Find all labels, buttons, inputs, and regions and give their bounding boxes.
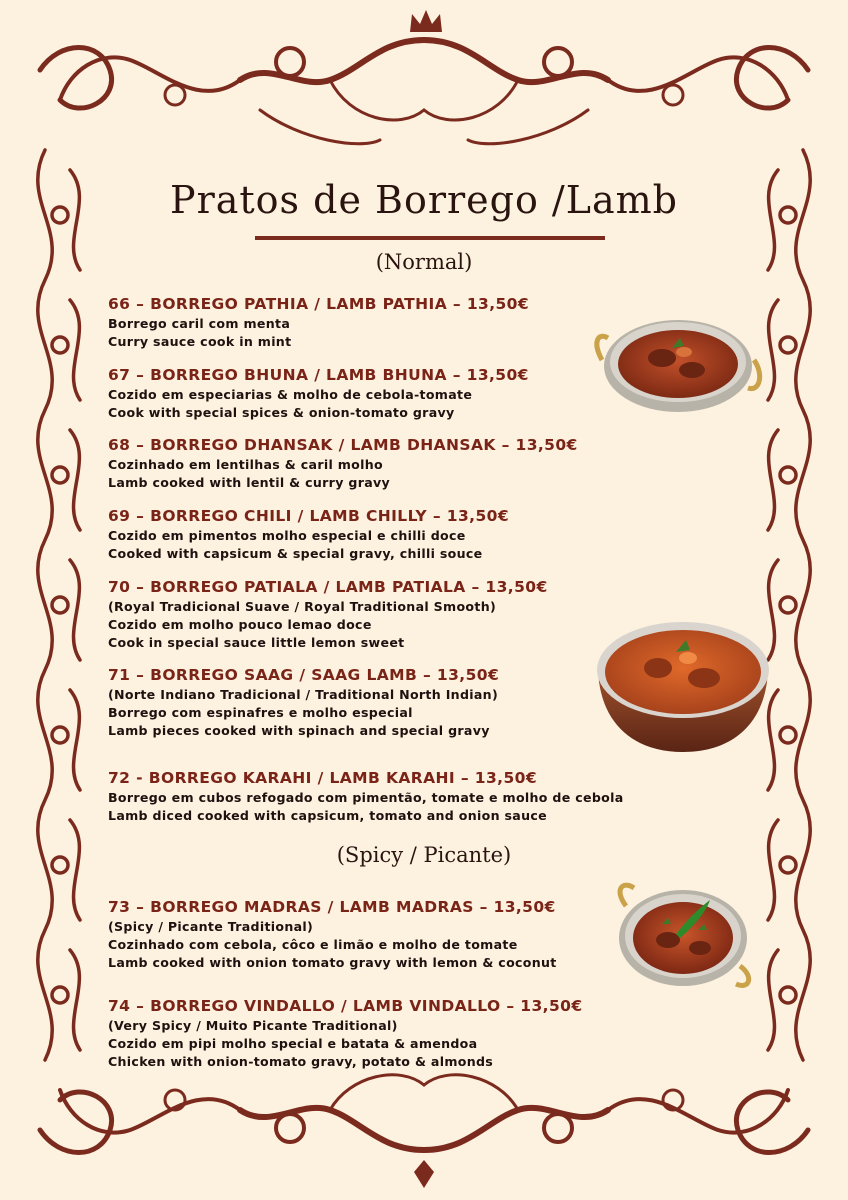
madras-curry-bowl-icon	[612, 876, 754, 992]
menu-item-73	[108, 897, 668, 972]
menu-item-note: (Spicy / Picante Traditional)	[108, 919, 314, 934]
menu-item-desc-pt: Cozinhado com cebola, côco e limão e molho de tomate	[108, 937, 518, 952]
lamb-curry-bowl-icon	[592, 312, 764, 422]
menu-item-desc-en: Cook in special sauce little lemon sweet	[108, 635, 405, 650]
page-title: Pratos de Borrego /Lamb	[170, 178, 678, 222]
menu-item-title: 72 - BORREGO KARAHI / LAMB KARAHI – 13,50€	[108, 769, 538, 787]
menu-item-desc-pt: Cozido em pimentos molho especial e chilli doce	[108, 528, 466, 543]
menu-item-desc-en: Lamb cooked with lentil & curry gravy	[108, 475, 391, 490]
menu-item-desc-en: Cook with special spices & onion-tomato gravy	[108, 405, 455, 420]
menu-item-desc-en: Lamb diced cooked with capsicum, tomato and onion sauce	[108, 808, 547, 823]
menu-item-70	[108, 577, 668, 652]
menu-item-title: 68 – BORREGO DHANSAK / LAMB DHANSAK – 13,50€	[108, 436, 578, 454]
menu-item-title: 67 – BORREGO BHUNA / LAMB BHUNA – 13,50€	[108, 366, 529, 384]
menu-item-71	[108, 665, 668, 740]
menu-item-desc-en: Chicken with onion-tomato gravy, potato & almonds	[108, 1054, 494, 1069]
menu-item-title: 70 – BORREGO PATIALA / LAMB PATIALA – 13,50€	[108, 578, 548, 596]
menu-item-desc-en: Lamb pieces cooked with spinach and special gravy	[108, 723, 490, 738]
menu-item-title: 73 – BORREGO MADRAS / LAMB MADRAS – 13,50€	[108, 898, 556, 916]
menu-item-67	[108, 365, 668, 422]
menu-item-desc-pt: Borrego com espinafres e molho especial	[108, 705, 413, 720]
menu-item-title: 66 – BORREGO PATHIA / LAMB PATHIA – 13,50€	[108, 295, 530, 313]
menu-item-74	[108, 996, 668, 1071]
menu-item-desc-en: Curry sauce cook in mint	[108, 334, 292, 349]
menu-item-66	[108, 294, 668, 351]
menu-item-desc-en: Lamb cooked with onion tomato gravy with lemon & coconut	[108, 955, 557, 970]
menu-item-desc-pt: Cozido em pipi molho special e batata & amendoa	[108, 1036, 478, 1051]
menu-item-title: 69 – BORREGO CHILI / LAMB CHILLY – 13,50€	[108, 507, 510, 525]
menu-item-72	[108, 768, 668, 825]
menu-item-title: 71 – BORREGO SAAG / SAAG LAMB – 13,50€	[108, 666, 500, 684]
section-spicy-label: (Spicy / Picante)	[336, 843, 512, 867]
section-normal-label: (Normal)	[375, 250, 473, 274]
menu-item-note: (Royal Tradicional Suave / Royal Traditional Smooth)	[108, 599, 497, 614]
menu-item-69	[108, 506, 668, 563]
title-divider	[255, 236, 605, 240]
menu-item-note: (Norte Indiano Tradicional / Traditional North Indian)	[108, 687, 498, 702]
menu-item-desc-pt: Cozinhado em lentilhas & caril molho	[108, 457, 383, 472]
menu-item-desc-pt: Borrego em cubos refogado com pimentão, tomate e molho de cebola	[108, 790, 624, 805]
menu-item-desc-en: Cooked with capsicum & special gravy, chilli souce	[108, 546, 483, 561]
menu-item-title: 74 – BORREGO VINDALLO / LAMB VINDALLO – 13,50€	[108, 997, 583, 1015]
lamb-curry-copper-bowl-icon	[592, 612, 774, 758]
crown-icon	[410, 10, 442, 32]
menu-item-desc-pt: Cozido em molho pouco lemao doce	[108, 617, 372, 632]
menu-item-desc-pt: Borrego caril com menta	[108, 316, 291, 331]
menu-item-desc-pt: Cozido em especiarias & molho de cebola-tomate	[108, 387, 473, 402]
menu-item-68	[108, 435, 668, 492]
menu-item-note: (Very Spicy / Muito Picante Traditional)	[108, 1018, 398, 1033]
